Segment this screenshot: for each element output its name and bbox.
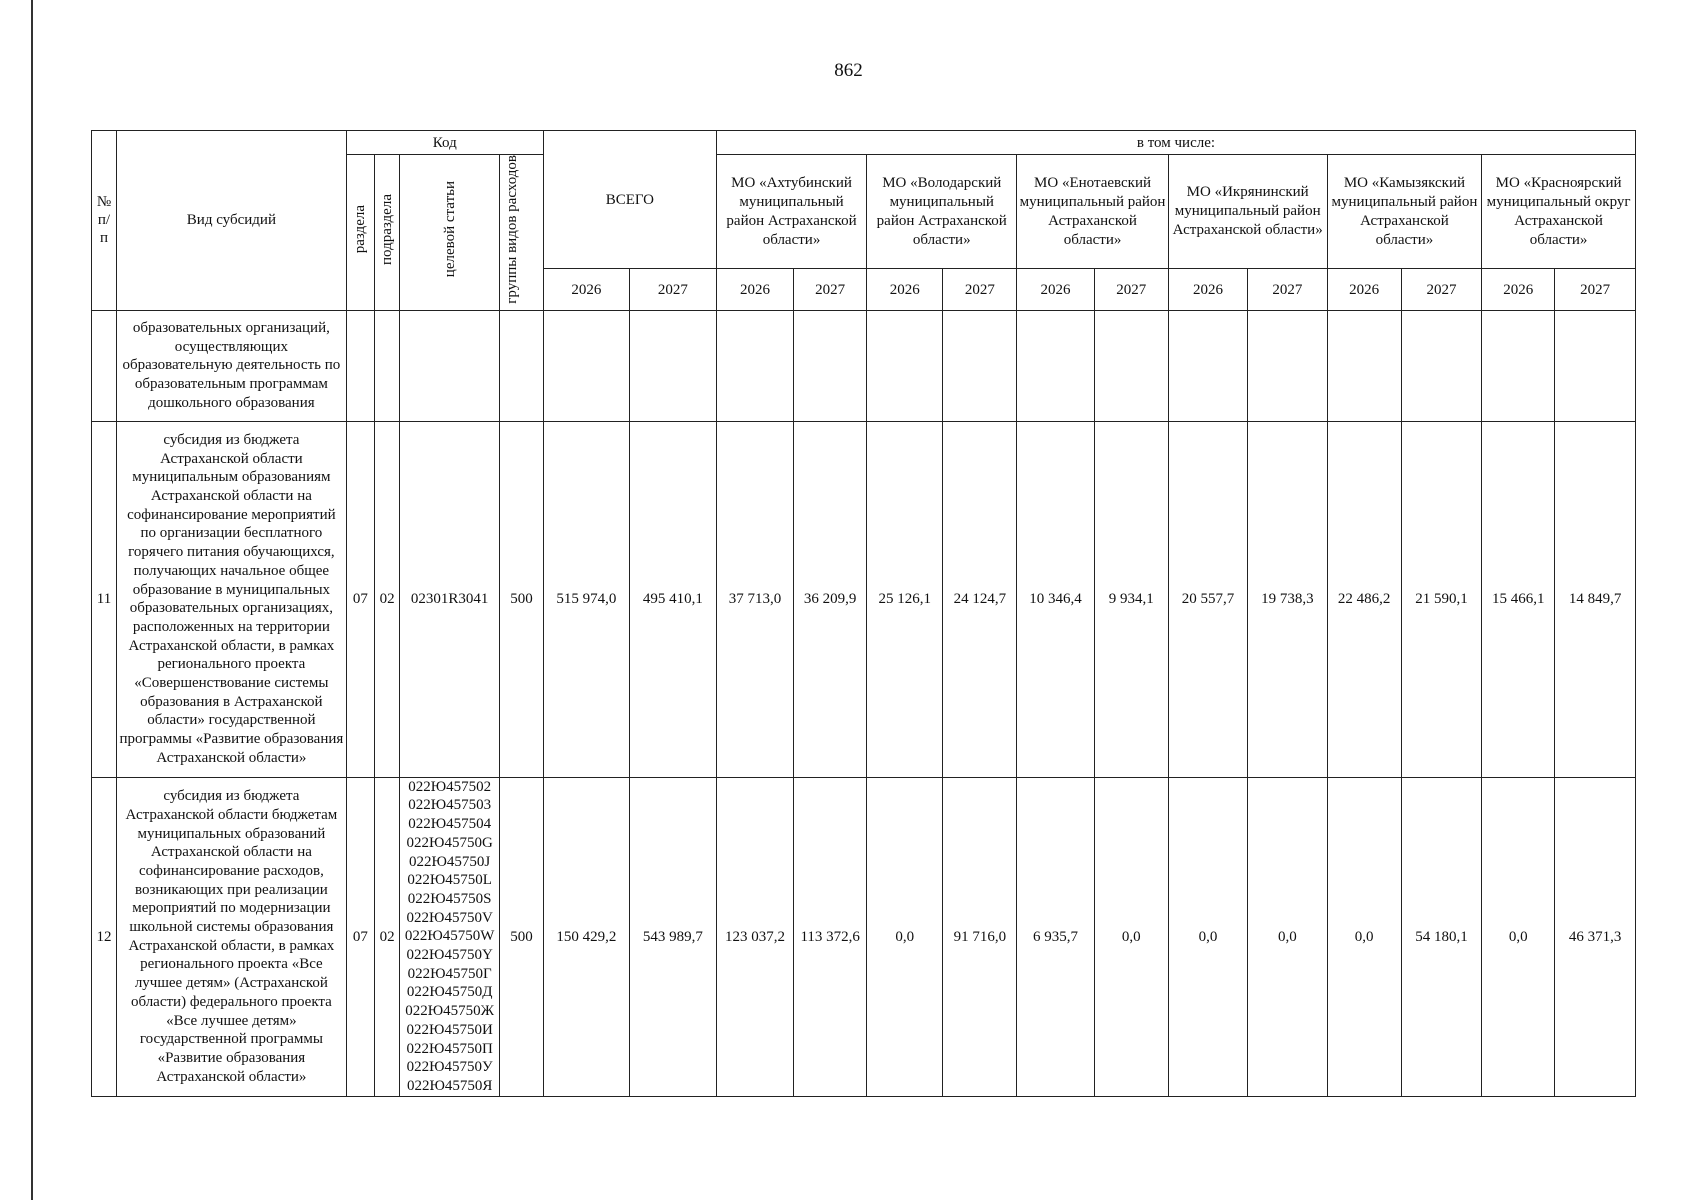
value-cell xyxy=(1482,310,1555,421)
header-mo-ikryaninsky: МО «Икрянинский муниципальный район Астраханской области» xyxy=(1168,155,1327,269)
value-cell xyxy=(1401,310,1482,421)
row-num xyxy=(92,310,117,421)
value-cell: 0,0 xyxy=(1168,777,1247,1096)
header-code-section: раздела xyxy=(346,155,374,311)
value-cell: 0,0 xyxy=(867,777,943,1096)
value-cell: 36 209,9 xyxy=(794,421,867,777)
value-cell xyxy=(629,310,716,421)
value-cell: 6 935,7 xyxy=(1017,777,1094,1096)
header-year: 2026 xyxy=(1327,269,1401,310)
value-cell xyxy=(1327,310,1401,421)
value-cell: 495 410,1 xyxy=(629,421,716,777)
target-code: 022Ю457504 xyxy=(408,816,492,833)
value-cell: 150 429,2 xyxy=(543,777,629,1096)
target-code: 022Ю45750П xyxy=(406,1040,493,1057)
value-cell: 0,0 xyxy=(1248,777,1327,1096)
row-description: образовательных организаций, осуществляющих образовательную деятельность по образовательным программам дошкольного образования xyxy=(117,310,347,421)
target-code: 022Ю45750G xyxy=(406,834,493,851)
value-cell xyxy=(1017,310,1094,421)
value-cell: 9 934,1 xyxy=(1094,421,1168,777)
value-cell xyxy=(716,310,793,421)
row-section: 07 xyxy=(346,421,374,777)
header-code: Код xyxy=(346,131,543,155)
header-year: 2027 xyxy=(1401,269,1482,310)
value-cell: 54 180,1 xyxy=(1401,777,1482,1096)
row-target xyxy=(400,310,500,421)
header-kind: Вид субсидий xyxy=(117,131,347,311)
value-cell xyxy=(1094,310,1168,421)
row-subsection: 02 xyxy=(375,421,400,777)
target-code: 022Ю45750Я xyxy=(406,1078,493,1094)
header-year: 2027 xyxy=(794,269,867,310)
value-cell xyxy=(943,310,1017,421)
table-row xyxy=(92,421,1636,777)
value-cell: 25 126,1 xyxy=(867,421,943,777)
value-cell: 46 371,3 xyxy=(1555,777,1636,1096)
header-year: 2027 xyxy=(1248,269,1327,310)
row-description: субсидия из бюджета Астраханской области муниципальным образованиям Астраханской области на софинансирование мероприятий по организации бесплатного горячего питания обучающихся, получающих начальное общее образование в муниципальных образовательных организациях, расположенных на территории Астраханской области, в рамках регионального проекта «Совершенствование системы образования в Астраханской области» государственной программы «Развитие образования Астраханской области» xyxy=(117,421,347,777)
target-code: 022Ю45750Y xyxy=(406,947,493,964)
header-year: 2026 xyxy=(1168,269,1247,310)
table-row xyxy=(92,310,1636,421)
value-cell: 543 989,7 xyxy=(629,777,716,1096)
target-code: 022Ю45750S xyxy=(407,890,492,907)
row-num: 12 xyxy=(92,777,117,1096)
row-subsection: 02 xyxy=(375,777,400,1096)
target-code: 022Ю45750У xyxy=(406,1059,493,1076)
header-year: 2027 xyxy=(943,269,1017,310)
header-year: 2026 xyxy=(1482,269,1555,310)
row-description: субсидия из бюджета Астраханской области бюджетам муниципальных образований Астраханской области на софинансирование расходов, возникающих при реализации мероприятий по модернизации школьной системы образования Астраханской области, в рамках регионального проекта «Все лучшее детям» (Астраханской области) федерального проекта «Все лучшее детям» государственной программы «Развитие образования Астраханской области» xyxy=(117,777,347,1096)
header-mo-krasnoyarsky: МО «Красноярский муниципальный округ Астраханской области» xyxy=(1482,155,1636,269)
header-mo-volodarsky: МО «Володарский муниципальный район Астраханской области» xyxy=(867,155,1017,269)
value-cell xyxy=(794,310,867,421)
value-cell: 20 557,7 xyxy=(1168,421,1247,777)
row-target: 02301R3041 xyxy=(400,421,500,777)
value-cell: 0,0 xyxy=(1482,777,1555,1096)
header-total: ВСЕГО xyxy=(543,131,716,269)
value-cell: 123 037,2 xyxy=(716,777,793,1096)
value-cell: 19 738,3 xyxy=(1248,421,1327,777)
row-num: 11 xyxy=(92,421,117,777)
header-year: 2026 xyxy=(543,269,629,310)
header-mo-akhtubinsky: МО «Ахтубинский муниципальный район Астраханской области» xyxy=(716,155,866,269)
table-row xyxy=(92,777,1636,1096)
target-code: 022Ю45750W xyxy=(404,928,495,945)
value-cell xyxy=(867,310,943,421)
value-cell: 91 716,0 xyxy=(943,777,1017,1096)
header-year: 2026 xyxy=(867,269,943,310)
target-code: 022Ю45750Д xyxy=(406,984,493,1001)
row-subsection xyxy=(375,310,400,421)
target-code: 022Ю45750V xyxy=(406,909,493,926)
row-section: 07 xyxy=(346,777,374,1096)
target-code: 022Ю45750J xyxy=(409,853,491,870)
header-year: 2027 xyxy=(1555,269,1636,310)
value-cell: 515 974,0 xyxy=(543,421,629,777)
value-cell: 0,0 xyxy=(1094,777,1168,1096)
value-cell: 113 372,6 xyxy=(794,777,867,1096)
value-cell: 14 849,7 xyxy=(1555,421,1636,777)
target-code: 022Ю45750L xyxy=(407,872,492,889)
value-cell: 15 466,1 xyxy=(1482,421,1555,777)
target-code: 022Ю45750Ж xyxy=(405,1003,495,1020)
header-code-target: целевой статьи xyxy=(400,155,500,311)
header-code-expense-group: группы видов расходов xyxy=(500,155,544,311)
header-num: № п/п xyxy=(92,131,117,311)
subsidy-table xyxy=(91,130,1636,1097)
value-cell xyxy=(543,310,629,421)
value-cell: 10 346,4 xyxy=(1017,421,1094,777)
value-cell: 37 713,0 xyxy=(716,421,793,777)
row-group: 500 xyxy=(500,421,544,777)
target-code: 022Ю457502 xyxy=(408,778,492,795)
row-section xyxy=(346,310,374,421)
page-number: 862 xyxy=(834,60,863,81)
row-group: 500 xyxy=(500,777,544,1096)
header-year: 2026 xyxy=(1017,269,1094,310)
header-code-subsection: подраздела xyxy=(375,155,400,311)
value-cell: 24 124,7 xyxy=(943,421,1017,777)
header-year: 2027 xyxy=(1094,269,1168,310)
header-mo-enotaevsky: МО «Енотаевский муниципальный район Астраханской области» xyxy=(1017,155,1168,269)
row-target-list xyxy=(400,777,500,1096)
value-cell xyxy=(1555,310,1636,421)
row-group xyxy=(500,310,544,421)
header-including: в том числе: xyxy=(716,131,1635,155)
header-mo-kamyzyaksky: МО «Камызякский муниципальный район Астраханской области» xyxy=(1327,155,1482,269)
binding-line xyxy=(31,0,33,1200)
value-cell xyxy=(1168,310,1247,421)
header-year: 2026 xyxy=(716,269,793,310)
value-cell: 22 486,2 xyxy=(1327,421,1401,777)
value-cell: 21 590,1 xyxy=(1401,421,1482,777)
target-code: 022Ю45750И xyxy=(406,1021,493,1038)
target-code: 022Ю457503 xyxy=(408,797,492,814)
header-year: 2027 xyxy=(629,269,716,310)
value-cell: 0,0 xyxy=(1327,777,1401,1096)
target-code: 022Ю45750Г xyxy=(407,965,492,982)
value-cell xyxy=(1248,310,1327,421)
